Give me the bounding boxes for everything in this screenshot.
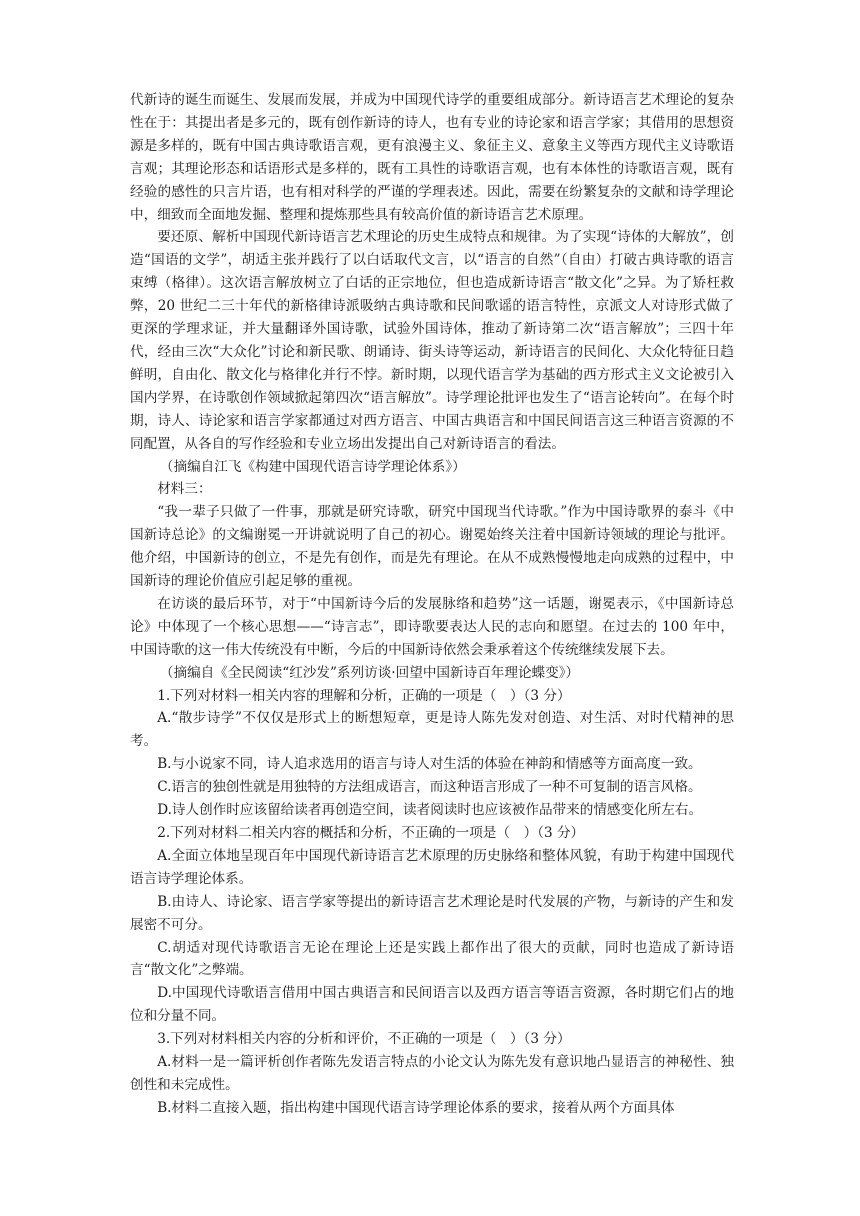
paragraph-xiemian-1: “我一辈子只做了一件事，那就是研究诗歌，研究中国现当代诗歌。”作为中国诗歌界的泰斗《中国新诗总论》的文编谢冕一开讲就说明了自己的初心。谢冕始终关注着中国新诗领域的理论与批评。他介绍，中国新诗的创立，不是先有创作，而是先有理论。在从不成熟慢慢地走向成熟的过程中，中国新诗的理论价值应引起足够的重视。 xyxy=(130,504,734,590)
question-2-option-d: D.中国现代诗歌语言借用中国古典语言和民间语言以及西方语言等语言资源，各时期它们占的地位和分量不同。 xyxy=(130,985,734,1025)
question-1: 1.下列对材料一相关内容的理解和分析，正确的一项是（ ）（3 分） xyxy=(157,687,571,704)
material-3-heading: 材料三： xyxy=(157,481,212,498)
question-1-option-d: D.诗人创作时应该留给读者再创造空间，读者阅读时也应该被作品带来的情感变化所左右。 xyxy=(157,802,703,819)
question-1-option-b: B.与小说家不同，诗人追求选用的语言与诗人对生活的体验在神韵和情感等方面高度一致。 xyxy=(157,756,702,773)
source-citation-3: （摘编自《全民阅读“红沙发”系列访谈·回望中国新诗百年理论蝶变》） xyxy=(159,664,580,681)
question-2-option-b: B.由诗人、诗论家、语言学家等提出的新诗语言艺术理论是时代发展的产物，与新诗的产生和发展密不可分。 xyxy=(130,893,734,933)
paragraph-history: 要还原、解析中国现代新诗语言艺术理论的历史生成特点和规律。为了实现“诗体的大解放”，创造“国语的文学”，胡适主张并践行了以白话取代文言，以“语言的自然”（自由）打破古典诗歌的语言束缚（格律）。这次语言解放树立了白话的正宗地位，但也造成新诗语言“散文化”之异。为了矫枉救弊，20 世纪二三十年代的新格律诗派吸纳古典诗歌和民间歌谣的语言特性，京派文人对诗形式做了更深的学理求证，并大量翻译外国诗歌，试验外国诗体，推动了新诗第二次“语言解放”；三四十年代，经由三次“大众化”讨论和新民歌、朗诵诗、街头诗等运动，新诗语言的民间化、大众化特征日趋鲜明，自由化、散文化与格律化并行不悖。新时期，以现代语言学为基础的西方形式主义文论被引入国内学界，在诗歌创作领域掀起第四次“语言解放”。诗学理论批评也发生了“语言论转向”。在每个时期，诗人、诗论家和语言学家都通过对西方语言、中国古典语言和中国民间语言这三种语言资源的不同配置，从各自的写作经验和专业立场出发提出自己对新诗语言的看法。 xyxy=(130,229,734,452)
question-3-option-b: B.材料二直接入题，指出构建中国现代语言诗学理论体系的要求，接着从两个方面具体 xyxy=(157,1099,675,1116)
document-page xyxy=(130,89,734,1120)
source-citation-2: （摘编自江飞《构建中国现代语言诗学理论体系》） xyxy=(159,458,466,475)
paragraph-continuation: 代新诗的诞生而诞生、发展而发展，并成为中国现代诗学的重要组成部分。新诗语言艺术理论的复杂性在于：其提出者是多元的，既有创作新诗的诗人，也有专业的诗论家和语言学家；其借用的思想资源是多样的，既有中国古典诗歌语言观，更有浪漫主义、象征主义、意象主义等西方现代主义诗歌语言观；其理论形态和话语形式是多样的，既有工具性的诗歌语言观，也有本体性的诗歌语言观，既有经验的感性的只言片语，也有相对科学的严谨的学理表述。因此，需要在纷繁复杂的文献和诗学理论中，细致而全面地发掘、整理和提炼那些具有较高价值的新诗语言艺术原理。 xyxy=(130,92,734,223)
question-2-option-a: A.全面立体地呈现百年中国现代新诗语言艺术原理的历史脉络和整体风貌，有助于构建中国现代语言诗学理论体系。 xyxy=(130,847,734,887)
question-1-option-c: C.语言的独创性就是用独特的方法组成语言，而这种语言形成了一种不可复制的语言风格。 xyxy=(157,779,702,796)
question-1-option-a: A.“散步诗学”不仅仅是形式上的断想短章，更是诗人陈先发对创造、对生活、对时代精神的思考。 xyxy=(130,710,734,750)
question-2-option-c: C.胡适对现代诗歌语言无论在理论上还是实践上都作出了很大的贡献，同时也造成了新诗语言“散文化”之弊端。 xyxy=(130,939,734,979)
question-3: 3.下列对材料相关内容的分析和评价，不正确的一项是（ ）（3 分） xyxy=(157,1031,571,1048)
question-2: 2.下列对材料二相关内容的概括和分析，不正确的一项是（ ）（3 分） xyxy=(157,825,585,841)
paragraph-xiemian-2: 在访谈的最后环节，对于“中国新诗今后的发展脉络和趋势”这一话题，谢冕表示，《中国新诗总论》中体现了一个核心思想——“诗言志”，即诗歌要表达人民的志向和愿望。在过去的 100 年中，中国诗歌的这一伟大传统没有中断，今后的中国新诗依然会秉承着这个传统继续发展下去。 xyxy=(130,595,734,658)
question-3-option-a: A.材料一是一篇评析创作者陈先发语言特点的小论文认为陈先发有意识地凸显语言的神秘性、独创性和未完成性。 xyxy=(130,1054,734,1093)
